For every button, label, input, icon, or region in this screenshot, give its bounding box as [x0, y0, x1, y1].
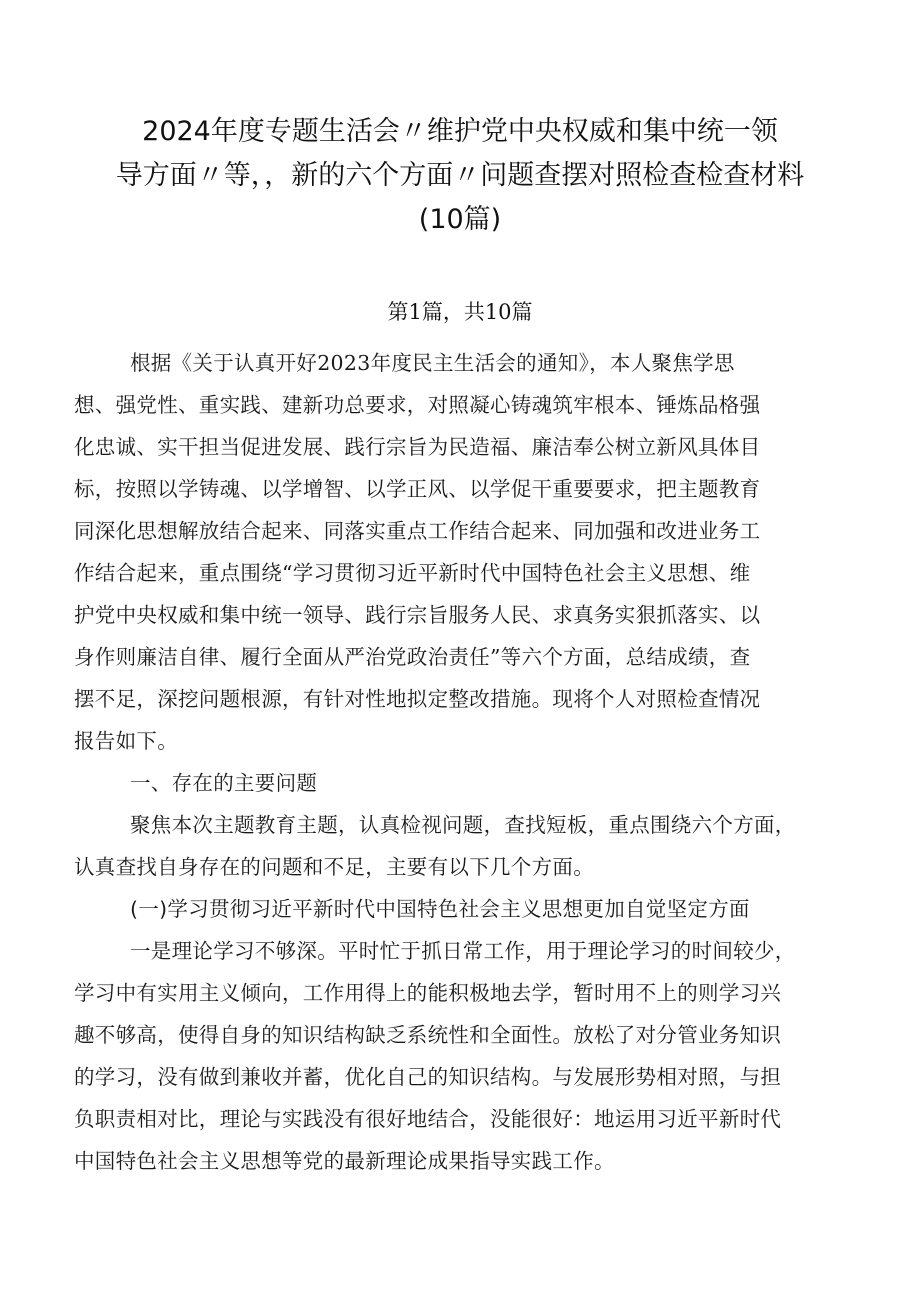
intro-line-9: 摆不足，深挖问题根源，有针对性地拟定整改措施。现将个人对照检查情况	[74, 687, 761, 711]
article-counter: 第1篇，共10篇	[387, 300, 533, 324]
title-line-2: 导方面〃等，，新的六个方面〃问题查摆对照检查检查材料	[115, 160, 805, 191]
intro-line-6: 作结合起来，重点围绕“学习贯彻习近平新时代中国特色社会主义思想、维	[74, 561, 751, 585]
title-line-1: 2024年度专题生活会〃维护党中央权威和集中统一领	[142, 116, 778, 147]
subsection-heading-1: (一)学习贯彻习近平新时代中国特色社会主义思想更加自觉坚定方面	[130, 897, 750, 921]
section1-paragraph	[74, 804, 864, 888]
intro-line-4: 标，按照以学铸魂、以学增智、以学正风、以学促干重要要求，把主题教育	[74, 477, 761, 501]
subsection1-line-5: 负职责相对比，理论与实践没有很好地结合，没能很好：地运用习近平新时代	[74, 1107, 782, 1131]
document-title	[70, 110, 850, 242]
subsection1-line-2: 学习中有实用主义倾向，工作用得上的能积极地去学，暂时用不上的则学习兴	[74, 981, 782, 1005]
intro-line-3: 化忠诚、实干担当促进发展、践行宗旨为民造福、廉洁奉公树立新风具体目	[74, 435, 761, 459]
intro-line-7: 护党中央权威和集中统一领导、践行宗旨服务人民、求真务实狠抓落实、以	[74, 603, 761, 627]
title-line-3: (10篇)	[418, 204, 502, 235]
subsection1-line-1: 一是理论学习不够深。平时忙于抓日常工作，用于理论学习的时间较少，	[130, 939, 796, 963]
document-body	[74, 342, 864, 1182]
section-heading-1: 一、存在的主要问题	[130, 771, 318, 795]
subsection1-paragraph	[74, 930, 864, 1182]
intro-line-8: 身作则廉洁自律、履行全面从严治党政治责任”等六个方面，总结成绩，查	[74, 645, 751, 669]
section1-line-1: 聚焦本次主题教育主题，认真检视问题，查找短板，重点围绕六个方面，	[130, 813, 796, 837]
intro-line-2: 想、强党性、重实践、建新功总要求，对照凝心铸魂筑牢根本、锤炼品格强	[74, 393, 761, 417]
intro-line-5: 同深化思想解放结合起来、同落实重点工作结合起来、同加强和改进业务工	[74, 519, 761, 543]
subsection1-line-4: 的学习，没有做到兼收并蓄，优化自己的知识结构。与发展形势相对照，与担	[74, 1065, 782, 1089]
subsection1-line-6: 中国特色社会主义思想等党的最新理论成果指导实践工作。	[74, 1149, 615, 1173]
subsection1-line-3: 趣不够高，使得自身的知识结构缺乏系统性和全面性。放松了对分管业务知识	[74, 1023, 782, 1047]
intro-line-10: 报告如下。	[74, 729, 178, 753]
intro-paragraph	[74, 342, 864, 762]
section1-line-2: 认真查找自身存在的问题和不足，主要有以下几个方面。	[74, 855, 594, 879]
intro-line-1: 根据《关于认真开好2023年度民主生活会的通知》，本人聚焦学思	[130, 351, 735, 375]
